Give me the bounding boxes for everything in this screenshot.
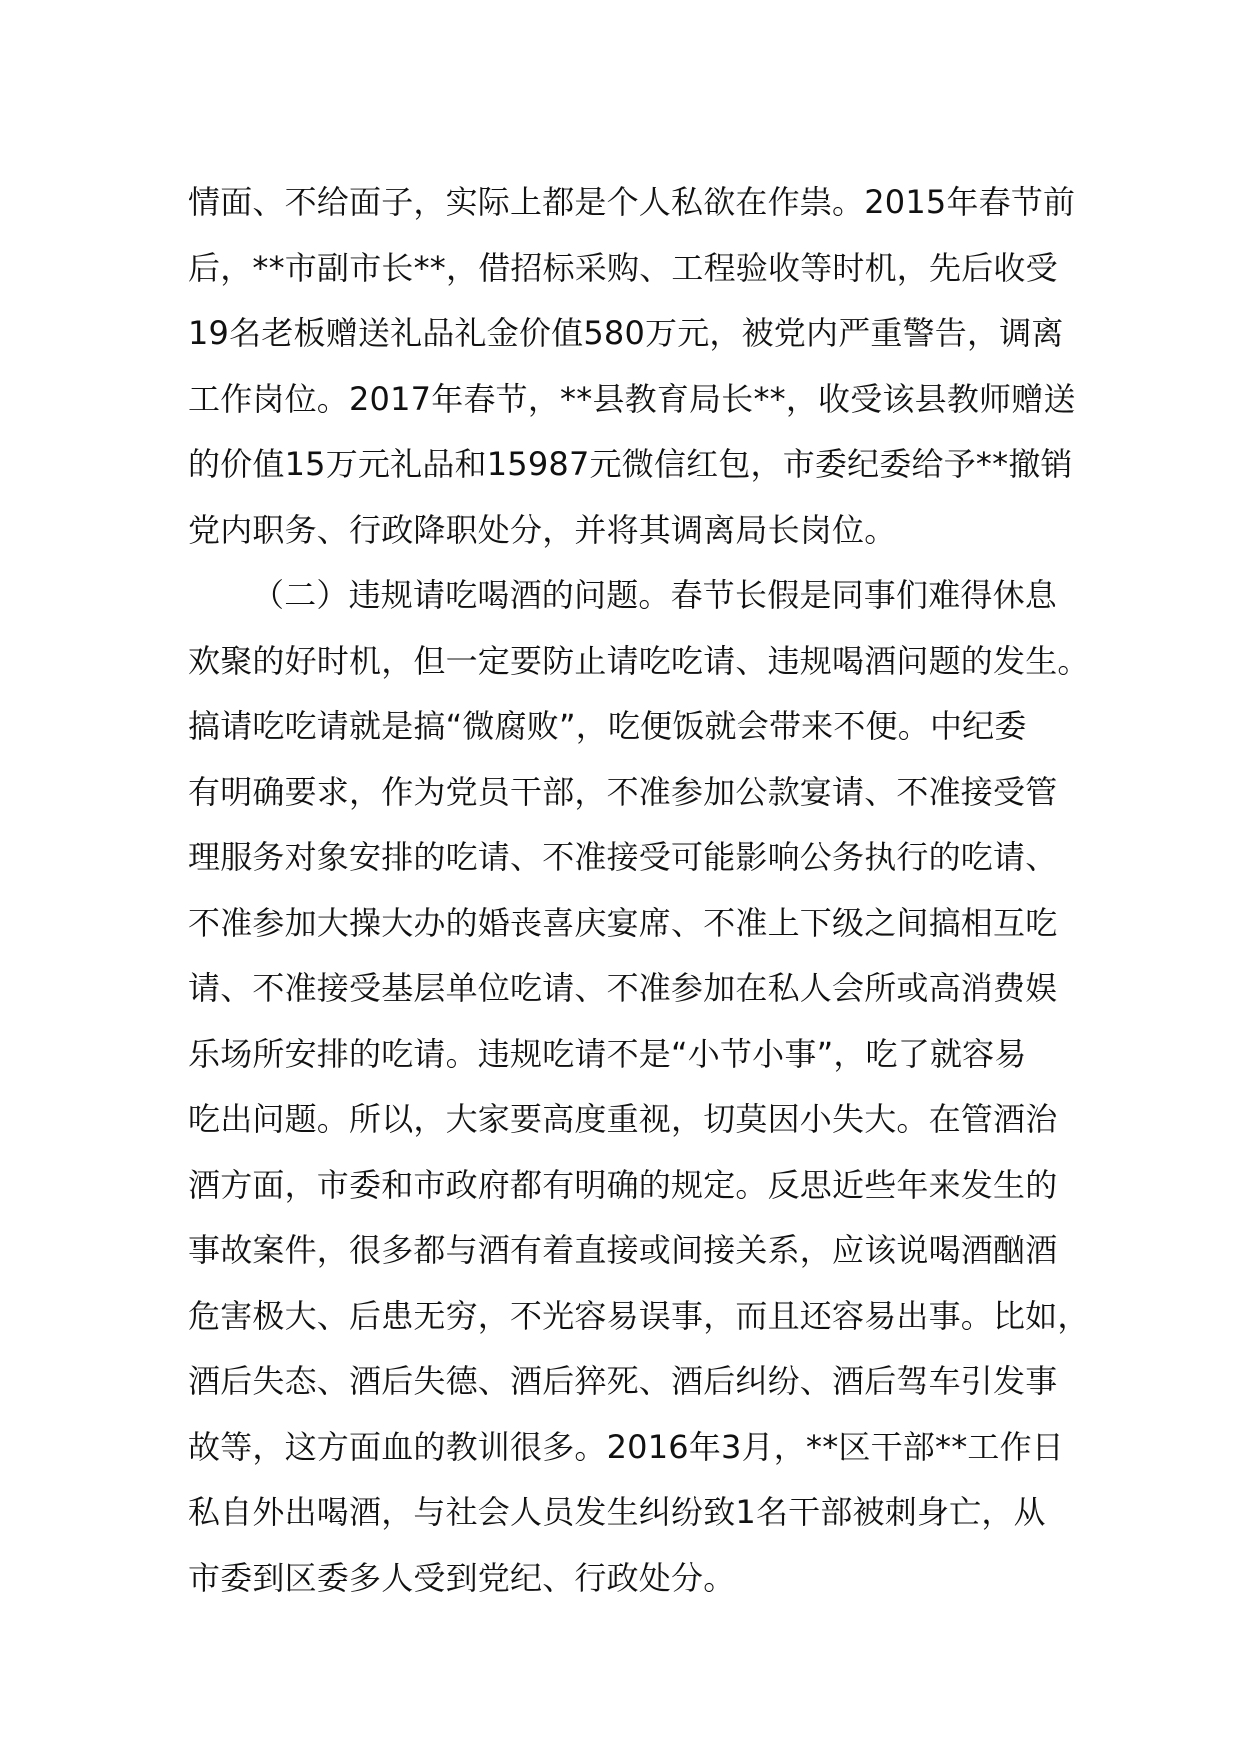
body-text: [188, 170, 1090, 1611]
text-line: 党内职务、行政降职处分，并将其调离局长岗位。: [188, 510, 897, 549]
text-line: 乐场所安排的吃请。违规吃请不是“小节小事”，吃了就容易: [188, 1034, 1027, 1073]
text-line: 请、不准接受基层单位吃请、不准参加在私人会所或高消费娱: [188, 969, 1058, 1007]
text-line: 有明确要求，作为党员干部，不准参加公款宴请、不准接受管: [188, 772, 1058, 811]
text-line: 酒后失态、酒后失德、酒后猝死、酒后纠纷、酒后驾车引发事: [188, 1362, 1058, 1400]
text-line: 情面、不给面子，实际上都是个人私欲在作祟。2015年春节前: [188, 183, 1076, 221]
text-line: 酒方面，市委和市政府都有明确的规定。反思近些年来发生的: [188, 1165, 1058, 1204]
text-line: 危害极大、后患无穷，不光容易误事，而且还容易出事。比如，: [188, 1296, 1090, 1335]
text-line: 不准参加大操大办的婚丧喜庆宴席、不准上下级之间搞相互吃: [188, 903, 1058, 942]
text-line: 后，**市副市长**，借招标采购、工程验收等时机，先后收受: [188, 248, 1058, 287]
text-line: 工作岗位。2017年春节，**县教育局长**，收受该县教师赠送: [188, 379, 1076, 418]
section-heading-line: （二）违规请吃喝酒的问题。春节长假是同事们难得休息: [252, 576, 1058, 614]
text-line: 吃出问题。所以，大家要高度重视，切莫因小失大。在管酒治: [188, 1100, 1058, 1138]
text-line: 欢聚的好时机，但一定要防止请吃吃请、违规喝酒问题的发生。: [188, 641, 1090, 680]
text-line: 理服务对象安排的吃请、不准接受可能影响公务执行的吃请、: [188, 838, 1058, 876]
text-line: 故等，这方面血的教训很多。2016年3月，**区干部**工作日: [188, 1427, 1064, 1466]
text-line: 搞请吃吃请就是搞“微腐败”，吃便饭就会带来不便。中纪委: [188, 707, 1027, 745]
text-line: 市委到区委多人受到党纪、行政处分。: [188, 1558, 736, 1597]
text-line: 私自外出喝酒，与社会人员发生纠纷致1名干部被刺身亡，从: [188, 1493, 1046, 1531]
text-line: 事故案件，很多都与酒有着直接或间接关系，应该说喝酒酗酒: [188, 1231, 1058, 1269]
text-line: 的价值15万元礼品和15987元微信红包，市委纪委给予**撤销: [188, 445, 1073, 483]
text-line: 19名老板赠送礼品礼金价值580万元，被党内严重警告，调离: [188, 314, 1064, 352]
